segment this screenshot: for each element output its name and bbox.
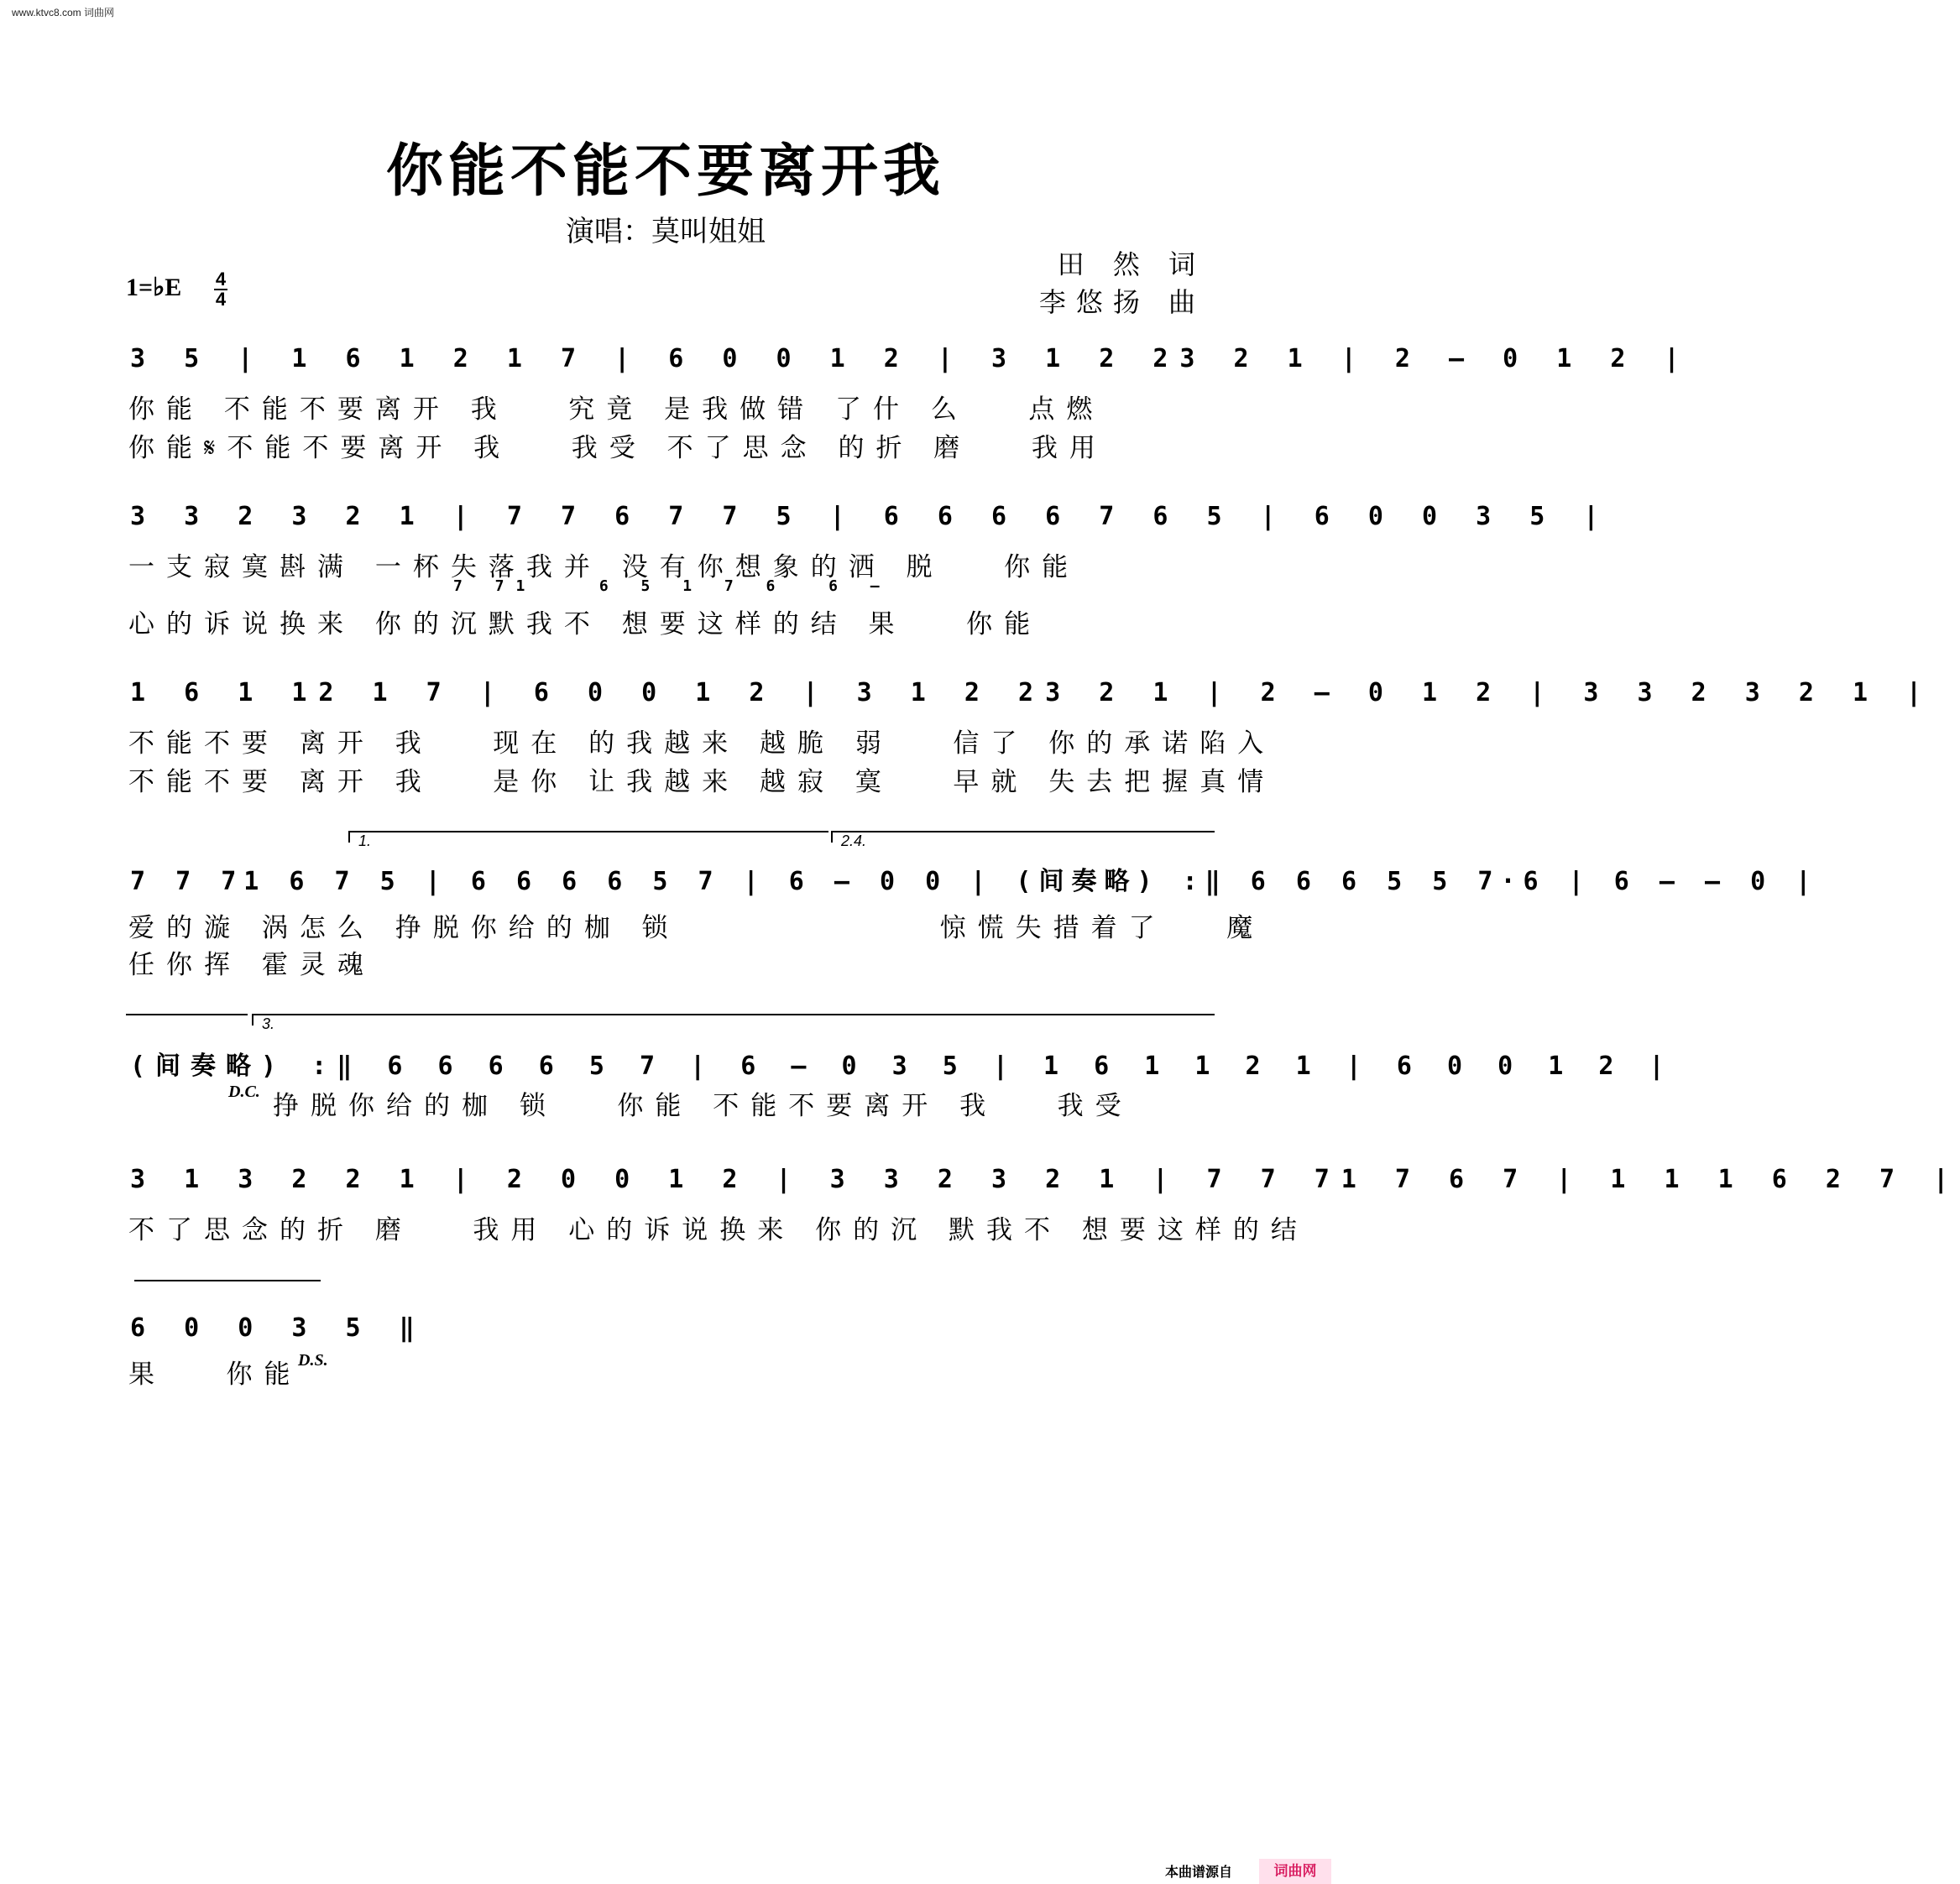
- notes-line: 3 1 3 2 2 1 | 2 0 0 1 2 | 3 3 2 3 2 1 | 7 7 71 7 6 7 | 1 1 1 6 2 7 |: [130, 1165, 1960, 1194]
- key-signature: 1=♭E: [126, 274, 182, 301]
- lyric-line: 不了思念的折 磨 我用 心的诉说换来 你的沉 默我不 想要这样的结: [128, 1215, 1309, 1245]
- lyricist-credit: 田 然 词: [1057, 248, 1205, 280]
- alt-notes-line: 7 71 6 5 1 7 6 6 –: [453, 577, 891, 595]
- lyric-line: 果 你能: [128, 1360, 302, 1390]
- footer-source: 本曲谱源自: [1164, 1866, 1232, 1880]
- composer-credit: 李悠扬 曲: [1038, 286, 1205, 318]
- singer-credit: 演唱：莫叫姐姐: [566, 215, 766, 248]
- volta-bracket-3: 3.: [252, 1014, 1215, 1026]
- time-signature-bottom: 4: [215, 289, 227, 310]
- site-header: www.ktvc8.com 词曲网: [12, 7, 115, 18]
- lyric-line: 不能不要 离开 我 现在 的我越来 越脆 弱 信了 你的承诺陷入: [128, 728, 1276, 759]
- notes-line: 3 3 2 3 2 1 | 7 7 6 7 7 5 | 6 6 6 6 7 6 5 | 6 0 0 3 5 |: [130, 502, 1611, 531]
- volta-rule: [134, 1280, 321, 1281]
- notes-line: (间奏略) :‖ 6 6 6 6 5 7 | 6 – 0 3 5 | 1 6 1 1 2 1 | 6 0 0 1 2 |: [130, 1052, 1675, 1081]
- notes-line: 7 7 71 6 7 5 | 6 6 6 6 5 7 | 6 – 0 0 | (间奏略) :‖ 6 6 6 5 5 7·6 | 6 – – 0 |: [130, 867, 1819, 896]
- lyric-line: 爱的漩 涡怎么 挣脱你给的枷 锁 惊慌失措着了 魔: [128, 913, 1265, 943]
- lyric-line: 任你挥 霍灵魂: [128, 950, 375, 980]
- footer-brand-logo: 词曲网: [1259, 1859, 1331, 1884]
- notes-line: 1 6 1 12 1 7 | 6 0 0 1 2 | 3 1 2 23 2 1 | 2 – 0 1 2 | 3 3 2 3 2 1 |: [130, 678, 1934, 707]
- lyric-line: 不能不要 离开 我 是你 让我越来 越寂 寞 早就 失去把握真情: [128, 767, 1276, 797]
- lyric-line: 你能𝄋不能不要离开 我 我受 不了思念 的折 磨 我用: [128, 433, 1107, 463]
- lyric-line: 一支寂寞斟满 一杯失落我并 没有你想象的洒 脱 你能: [128, 552, 1080, 582]
- notes-line: 6 0 0 3 5 ‖: [130, 1313, 426, 1343]
- volta-rule: [126, 1014, 248, 1015]
- lyric-line: 挣脱你给的枷 锁 你能 不能不要离开 我 我受: [273, 1091, 1133, 1121]
- volta-bracket-2: 2.4.: [831, 831, 1215, 843]
- song-title: 你能不能不要离开我: [385, 138, 945, 205]
- ds-marking: D.S.: [298, 1351, 328, 1370]
- volta-bracket-1: 1.: [348, 831, 828, 843]
- notes-line: 3 5 | 1 6 1 2 1 7 | 6 0 0 1 2 | 3 1 2 23 2 1 | 2 – 0 1 2 |: [130, 344, 1691, 373]
- time-signature-top: 4: [215, 269, 227, 290]
- time-signature: [214, 270, 227, 309]
- lyric-line: 你能 不能不要离开 我 究竟 是我做错 了什 么 点燃: [128, 394, 1105, 425]
- lyric-line: 心的诉说换来 你的沉默我不 想要这样的结 果 你能: [128, 609, 1043, 639]
- dc-marking: D.C.: [228, 1083, 260, 1101]
